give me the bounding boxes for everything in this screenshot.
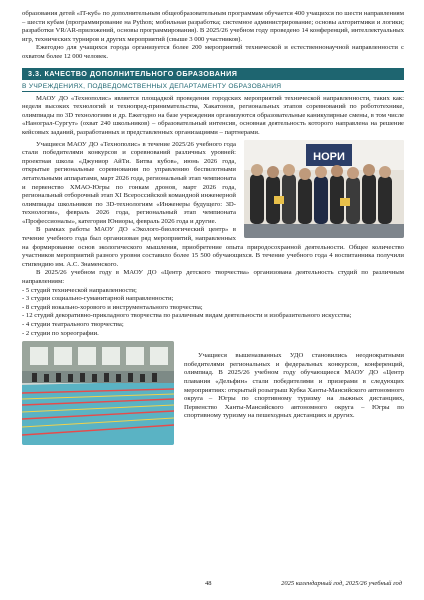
document-page	[22, 10, 404, 447]
list-item: - 3 студии социально-гуманитарной направленности;	[22, 295, 174, 303]
section-title: 3.3. КАЧЕСТВО ДОПОЛНИТЕЛЬНОГО ОБРАЗОВАНИЯ	[28, 69, 238, 79]
page-number: 48	[205, 580, 212, 587]
paragraph-sport-results: Учащиеся вышеназванных УДО становились неоднократными победителями региональных и федеральных конкурсов, конференций, олимпиад. В 2025/26 учебном году обучающиеся МАОУ ДО «Центр плавания «Дельфин» стали победителями и призерами в следующих мероприятиях: открытый розыгрыш Кубка Ханты-Мансийского автономного округа – Югры по спортивному туризму на лыжных дистанциях, Первенство Ханты-Мансийского автономного округа – Югры по спортивному туризму на пешеходных дистанциях и других.	[184, 352, 404, 420]
photo-swimming-pool	[22, 341, 174, 445]
list-item: - 5 студий технической направленности;	[22, 286, 137, 294]
paragraph-technopolis: МАОУ ДО «Технополис» является площадкой проведения городских мероприятий технической направленности, таких как: неделя высоких технологий и технопред-принимательства, Хакатонов, региональных этапов соревнований по робототехнике, олимпиады по 3D технологиям и др. Ежегодно на базе учреждения организуются образовательные каникулярные смены, в том числе «Нанограл-Сургут» (охват 240 школьников) – образовательный интенсив, основная деятельность которого направлена на решение кейсовых заданий, разработанных и представленных организациями – партнерами.	[22, 94, 404, 136]
footer-title: 2025 календарный год, 2025/26 учебный год	[281, 580, 402, 587]
section-heading	[22, 68, 404, 80]
list-item: - 2 студии по хореографии.	[22, 329, 99, 337]
intro-paragraph-itcube: образования детей «IT-куб» по дополнительным общеобразовательным программам обучается 400 учащихся по шести направлениям – шести кубам (программирование на Python; мобильная разработка; системное администрирование; основы алгоритмики и логики; разработки VR/AR-приложений, основы программирования). В 2025/26 учебном году проведено 14 конференций, интеллектуальных игр, технических турниров и других мероприятий (свыше 3 000 участников).	[22, 10, 404, 43]
section-subheading: В УЧРЕЖДЕНИЯХ, ПОДВЕДОМСТВЕННЫХ ДЕПАРТАМЕНТУ ОБРАЗОВАНИЯ	[22, 83, 404, 92]
photo-award-winners	[244, 140, 404, 238]
photo-award-winners-graphic	[244, 140, 404, 238]
list-item: - 8 студий вокально-хорового и инструментального творчества;	[22, 303, 203, 311]
paragraph-cdt: В 2025/26 учебном году в МАОУ ДО «Центр детского творчества» организована деятельность студий по различным направлениям:	[22, 269, 404, 286]
paragraph-winners: Учащиеся МАОУ ДО «Технополис» в течение 2025/26 учебного года стали победителями конкурсов и соревнований различных уровней: проектная школа «Джуниор АйТи. Битва кубов», июнь 2026 года, открытые региональные соревнования по управлению беспилотными летательными аппаратами, март 2026 года, региональный этап чемпионата и первенство ХМАО-Югры по гонкам дронов, март 2026 года, региональный отборочный этап XI Всероссийской командной инженерной олимпиады школьников по 3D-технологиям «Инженеры будущего: 3D-технологии», февраль 2026 года, региональный этап чемпионата «Профессионалы», категория Юниоры, февраль 2026 года и другие.	[22, 140, 236, 225]
studio-list	[22, 287, 404, 339]
paragraph-eco-center: В рамках работы МАОУ ДО «Эколого-биологический центр» в течение учебного года был организован ряд мероприятий, направленных на формирование основ экологического мышления, приобретение опыта природосохранной деятельности. Общее количество участников мероприятий разного уровня составило более 15 500 обучающихся. В течение учебного года 4 воспитанника получили стипендию им. А.С. Знаменского.	[22, 226, 404, 268]
list-item: - 4 студии театрального творчества;	[22, 321, 124, 328]
photo-swimming-pool-graphic	[22, 341, 174, 445]
page-footer	[0, 580, 424, 592]
list-item: - 12 студий декоративно-прикладного творчества по различным видам деятельности и изобразительного искусства;	[22, 312, 352, 320]
intro-paragraph-events: Ежегодно для учащихся города организуется более 200 мероприятий технической и естественнонаучной направленности с охватом более 12 000 человек.	[22, 44, 404, 60]
photo-banner-text: НОРИ	[313, 150, 345, 163]
